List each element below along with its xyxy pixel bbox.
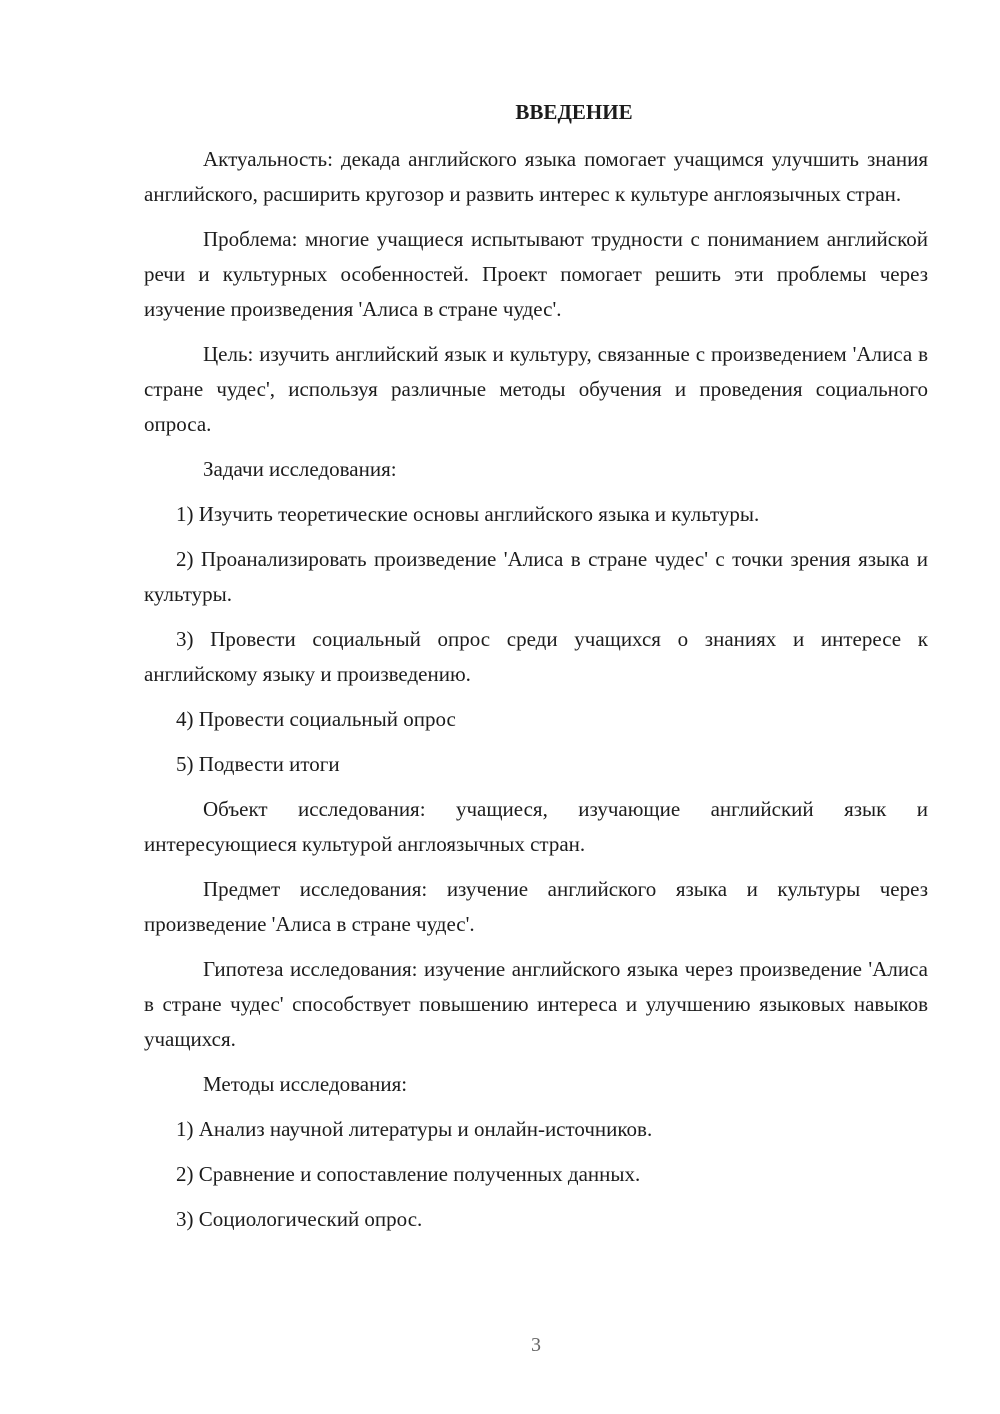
page-content (144, 95, 928, 1247)
paragraph-methods-heading: Методы исследования: (203, 1072, 408, 1096)
list-item-task-2: 2) Проанализировать произведение 'Алиса в стране чудес' с точки зрения языка и культуры. (144, 547, 928, 606)
list-item-method-3: 3) Социологический опрос. (176, 1207, 423, 1231)
list-item-task-4: 4) Провести социальный опрос (176, 707, 456, 731)
section-title: ВВЕДЕНИЕ (515, 100, 633, 124)
page-number: 3 (531, 1334, 541, 1356)
paragraph-tasks-heading: Задачи исследования: (203, 457, 397, 481)
paragraph-subject: Предмет исследования: изучение английского языка и культуры через произведение 'Алиса в стране чудес'. (144, 877, 928, 936)
paragraph-relevance: Актуальность: декада английского языка помогает учащимся улучшить знания английского, расширить кругозор и развить интерес к культуре англоязычных стран. (144, 147, 928, 206)
paragraph-goal: Цель: изучить английский язык и культуру, связанные с произведением 'Алиса в стране чудес', используя различные методы обучения и проведения социального опроса. (144, 342, 928, 436)
paragraph-problem: Проблема: многие учащиеся испытывают трудности с пониманием английской речи и культурных особенностей. Проект помогает решить эти проблемы через изучение произведения 'Алиса в стране чудес'. (144, 227, 928, 321)
list-item-method-1: 1) Анализ научной литературы и онлайн-источников. (176, 1117, 653, 1141)
list-item-method-2: 2) Сравнение и сопоставление полученных данных. (176, 1162, 641, 1186)
paragraph-hypothesis: Гипотеза исследования: изучение английского языка через произведение 'Алиса в стране чудес' способствует повышению интереса и улучшению языковых навыков учащихся. (144, 957, 928, 1051)
list-item-task-1: 1) Изучить теоретические основы английского языка и культуры. (176, 502, 760, 526)
list-item-task-3: 3) Провести социальный опрос среди учащихся о знаниях и интересе к английскому языку и произведению. (144, 627, 928, 686)
paragraph-object: Объект исследования: учащиеся, изучающие английский язык и интересующиеся культурой англоязычных стран. (144, 797, 928, 856)
list-item-task-5: 5) Подвести итоги (176, 752, 340, 776)
